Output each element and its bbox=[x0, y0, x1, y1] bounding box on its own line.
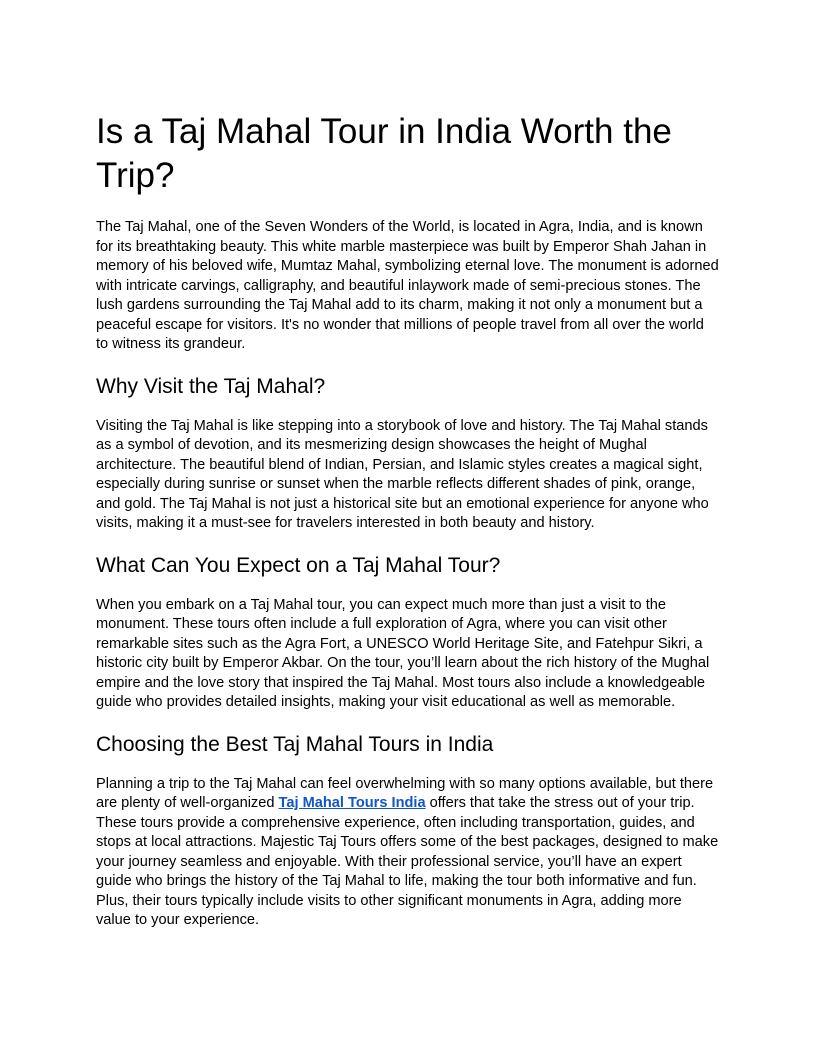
body-text-before-link: Planning a trip to the Taj Mahal can feel overwhelming with so many options available, but there are plenty of well-organized bbox=[96, 775, 714, 811]
document-page bbox=[96, 110, 720, 949]
section-heading-why-visit: Why Visit the Taj Mahal? bbox=[96, 374, 326, 398]
intro-paragraph: The Taj Mahal, one of the Seven Wonders of the World, is located in Agra, India, and is known for its breathtaking beauty. This white marble masterpiece was built by Emperor Shah Jahan in memory of his beloved wife, Mumtaz Mahal, symbolizing eternal love. The monument is adorned with intricate carvings, calligraphy, and beautiful inlaywork made of semi-precious stones. The lush gardens surrounding the Taj Mahal add to its charm, making it not only a monument but a peaceful escape for visitors. It's no wonder that millions of people travel from all over the world to witness its grandeur. bbox=[96, 219, 719, 352]
section-body-choosing-tours bbox=[96, 775, 720, 931]
page-title: Is a Taj Mahal Tour in India Worth the Trip? bbox=[96, 112, 672, 195]
section-heading-what-to-expect: What Can You Expect on a Taj Mahal Tour? bbox=[96, 553, 501, 577]
section-body-what-to-expect: When you embark on a Taj Mahal tour, you can expect much more than just a visit to the monument. These tours often include a full exploration of Agra, where you can visit other remarkable sites such as the Agra Fort, a UNESCO World Heritage Site, and Fatehpur Sikri, a historic city built by Emperor Akbar. On the tour, you’ll learn about the rich history of the Mughal empire and the love story that inspired the Taj Mahal. Most tours also include a knowledgeable guide who provides detailed insights, making your visit educational as well as memorable. bbox=[96, 596, 710, 710]
body-text-after-link: offers that take the stress out of your trip. These tours provide a comprehensive experience, often including transportation, guides, and stops at local attractions. Majestic Taj Tours offers some of the best packages, designed to make your journey seamless and enjoyable. With their professional service, you’ll have an expert guide who brings the history of the Taj Mahal to life, making the tour both informative and fun. Plus, their tours typically include visits to other significant monuments in Agra, adding more value to your experience. bbox=[96, 795, 719, 928]
taj-mahal-tours-india-link[interactable]: Taj Mahal Tours India bbox=[278, 795, 426, 811]
section-heading-choosing-tours: Choosing the Best Taj Mahal Tours in India bbox=[96, 732, 494, 756]
section-body-why-visit: Visiting the Taj Mahal is like stepping into a storybook of love and history. The Taj Mahal stands as a symbol of devotion, and its mesmerizing design showcases the height of Mughal architecture. The beautiful blend of Indian, Persian, and Islamic styles creates a magical sight, especially during sunrise or sunset when the marble reflects different shades of pink, orange, and gold. The Taj Mahal is not just a historical site but an emotional experience for anyone who visits, making it a must-see for travelers interested in both beauty and history. bbox=[96, 417, 709, 531]
